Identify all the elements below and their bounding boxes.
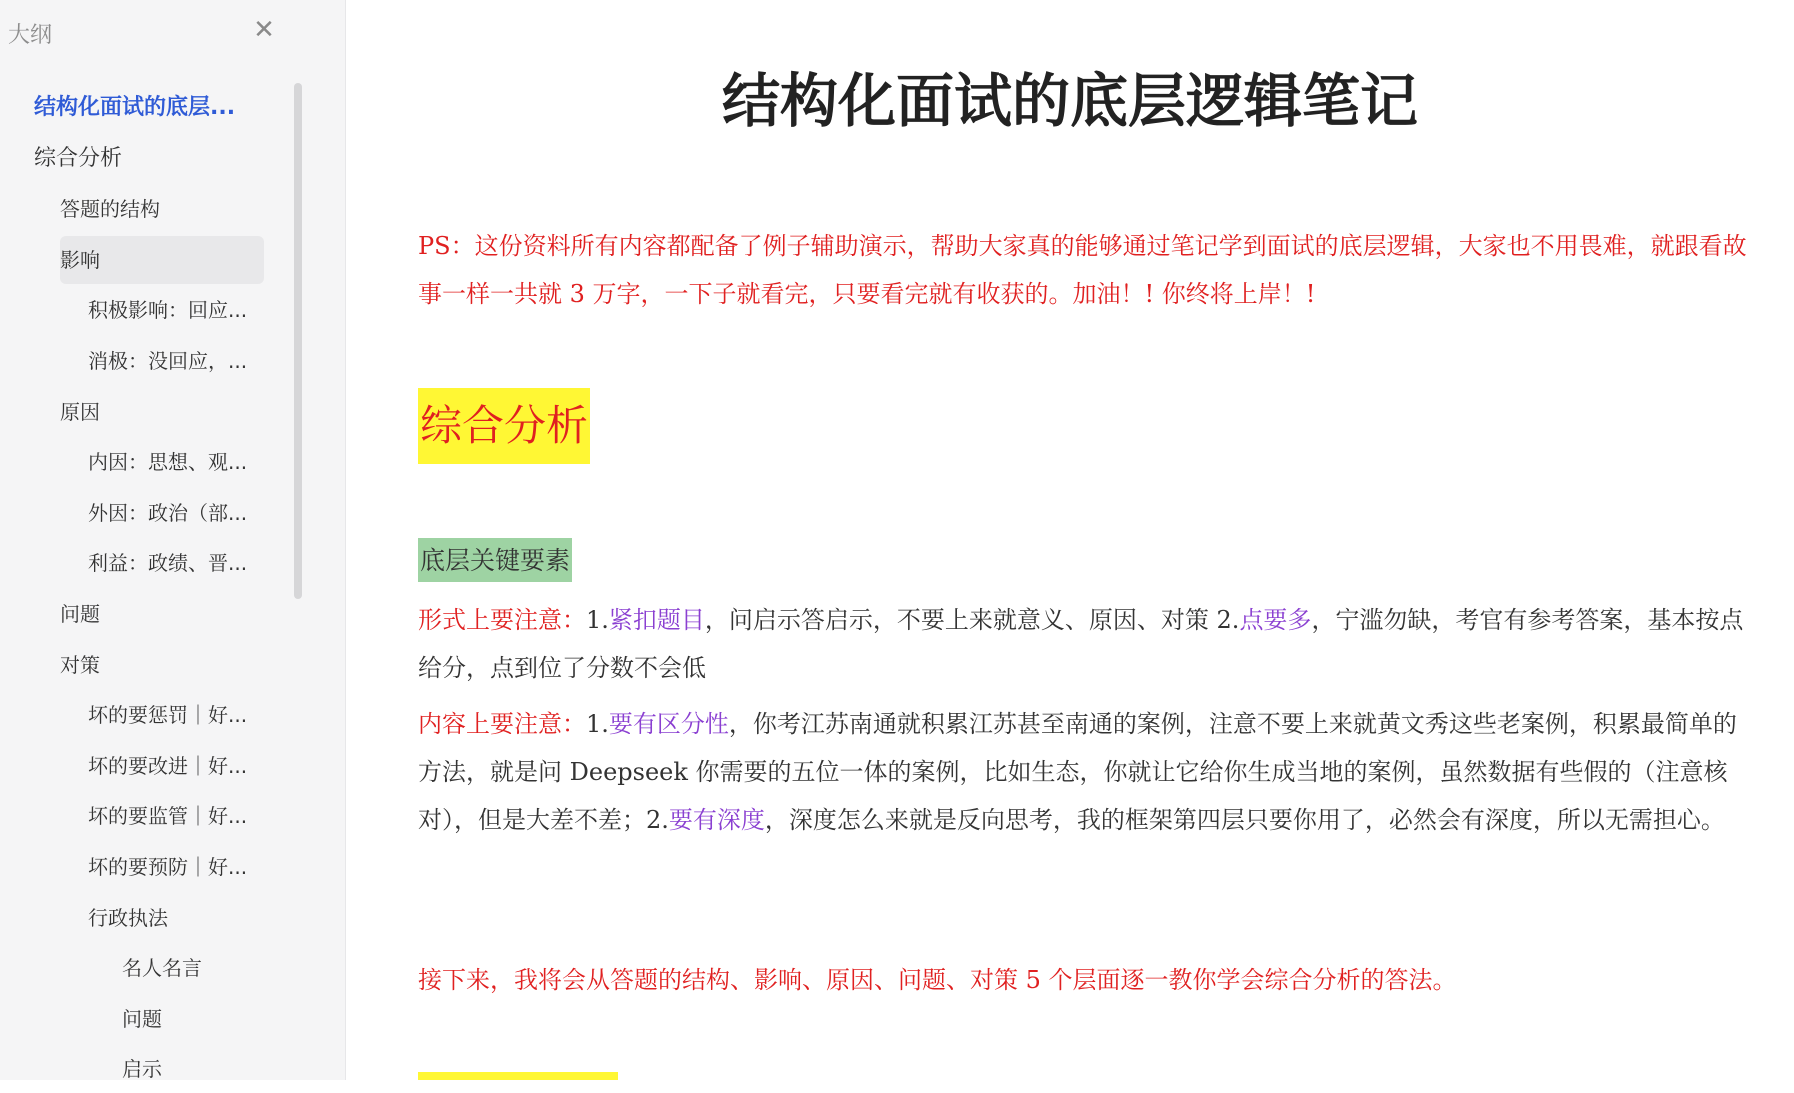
outline-item[interactable]: 答题的结构: [60, 197, 160, 222]
next-heading-highlight: [418, 1072, 618, 1080]
outline-item[interactable]: 影响: [60, 236, 264, 284]
outline-item[interactable]: 外因：政治（部...: [88, 500, 248, 525]
outline-sidebar: [0, 0, 346, 1080]
outline-item[interactable]: 积极影响：回应...: [88, 298, 248, 323]
form-lead: 形式上要注意：: [418, 606, 586, 634]
outline-item[interactable]: 坏的要监管｜好...: [88, 804, 248, 829]
form-paragraph: [418, 596, 1758, 692]
outline-item[interactable]: 坏的要惩罚｜好...: [88, 703, 248, 728]
outline-item[interactable]: 综合分析: [34, 145, 123, 171]
content-num1: 1.: [586, 710, 609, 738]
content-paragraph: [418, 700, 1758, 844]
form-num1: 1.: [586, 606, 609, 634]
next-paragraph: 接下来，我将会从答题的结构、影响、原因、问题、对策 5 个层面逐一教你学会综合分析的答法。: [418, 966, 1457, 994]
content-key2: 要有深度: [668, 806, 765, 834]
content-text1: ，你考江苏南通就积累江苏甚至南通的案例，注意不要上来就黄文秀这些老案例，积累最简单的方法，就是问 Deepseek 你需要的五位一体的案例，比如生态，你就让它给你生成当地的案例，虽然数据有些假的（注意核对），但是大差不差；2.: [418, 710, 1737, 834]
close-icon[interactable]: ✕: [253, 15, 275, 45]
content-text2: ，深度怎么来就是反向思考，我的框架第四层只要你用了，必然会有深度，所以无需担心。: [764, 806, 1725, 834]
content-key1: 要有区分性: [608, 710, 729, 738]
ps-paragraph: PS：这份资料所有内容都配备了例子辅助演示，帮助大家真的能够通过笔记学到面试的底层逻辑，大家也不用畏难，就跟看故事一样一共就 3 万字，一下子就看完，只要看完就有收获的。加油！! 你终将上岸！!: [418, 232, 1747, 308]
content-lead: 内容上要注意：: [418, 710, 586, 738]
outline-item[interactable]: 对策: [60, 652, 100, 677]
outline-item[interactable]: 坏的要改进｜好...: [88, 753, 248, 778]
form-key1: 紧扣题目: [608, 606, 705, 634]
outline-item[interactable]: 行政执法: [88, 905, 168, 930]
outline-item[interactable]: 名人名言: [122, 956, 202, 981]
outline-title: 大纲: [8, 23, 53, 48]
form-text1: ，问启示答启示，不要上来就意义、原因、对策 2.: [704, 606, 1240, 634]
outline-item[interactable]: 问题: [122, 1006, 162, 1031]
outline-scrollbar[interactable]: [294, 83, 302, 599]
heading-1: 综合分析: [418, 388, 590, 464]
document-title: 结构化面试的底层逻辑笔记: [721, 67, 1418, 135]
outline-item[interactable]: 内因：思想、观...: [88, 450, 248, 475]
outline-item[interactable]: 消极：没回应，...: [88, 349, 248, 373]
form-text2: ，宁滥勿缺，考官有参考答案，基本按点给分，点到位了分数不会低: [418, 606, 1744, 682]
outline-item[interactable]: 原因: [60, 399, 100, 424]
outline-item[interactable]: 结构化面试的底层...: [34, 95, 236, 120]
document-area: [346, 0, 1794, 1080]
outline-item[interactable]: 问题: [60, 602, 100, 626]
outline-item[interactable]: 坏的要预防｜好...: [88, 855, 248, 879]
outline-item[interactable]: 启示: [122, 1057, 162, 1082]
form-key2: 点要多: [1239, 606, 1312, 634]
heading-2: 底层关键要素: [418, 538, 572, 582]
outline-item[interactable]: 利益：政绩、晋...: [88, 551, 248, 576]
